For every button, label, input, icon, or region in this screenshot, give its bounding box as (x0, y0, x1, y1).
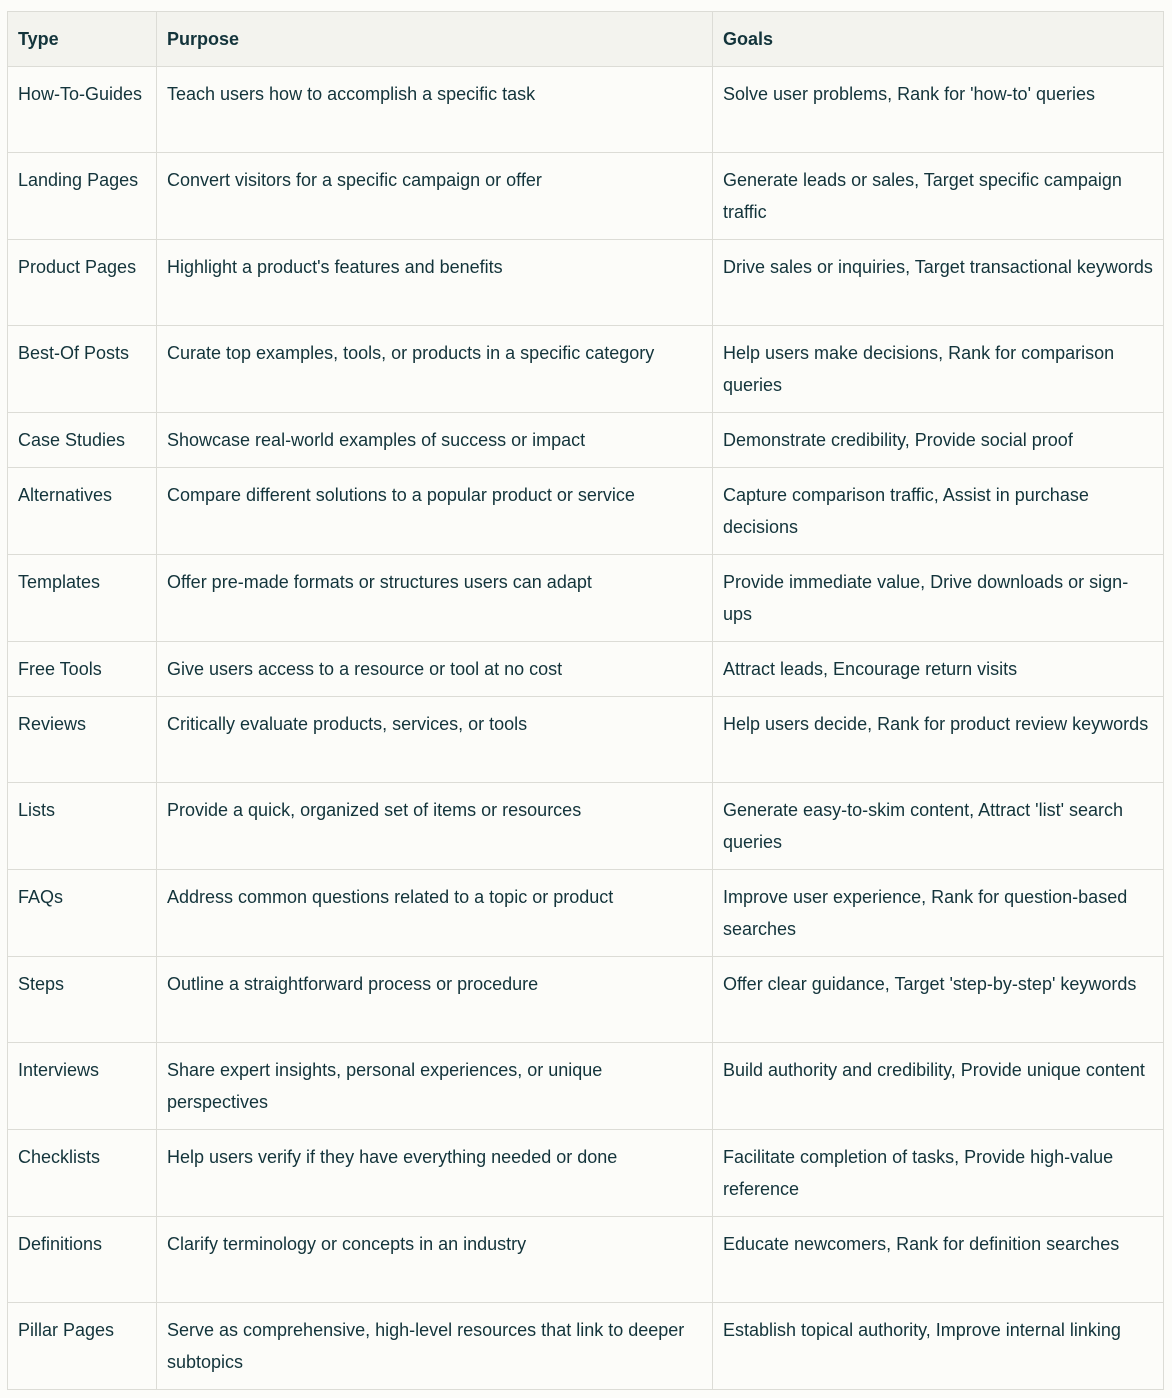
header-goals: Goals (713, 12, 1164, 67)
cell-goals: Provide immediate value, Drive downloads or sign-ups (713, 555, 1164, 642)
cell-type: Templates (8, 555, 157, 642)
table-row (8, 1217, 1164, 1303)
table-row (8, 870, 1164, 957)
header-purpose: Purpose (157, 12, 713, 67)
table-row (8, 1043, 1164, 1130)
cell-type: Definitions (8, 1217, 157, 1303)
cell-goals: Establish topical authority, Improve internal linking (713, 1303, 1164, 1390)
cell-purpose: Provide a quick, organized set of items or resources (157, 783, 713, 870)
cell-type: Checklists (8, 1130, 157, 1217)
cell-purpose: Teach users how to accomplish a specific task (157, 67, 713, 153)
cell-goals: Capture comparison traffic, Assist in purchase decisions (713, 468, 1164, 555)
table-row (8, 240, 1164, 326)
cell-goals: Attract leads, Encourage return visits (713, 642, 1164, 697)
cell-goals: Demonstrate credibility, Provide social proof (713, 413, 1164, 468)
cell-type: Product Pages (8, 240, 157, 326)
table-row (8, 1130, 1164, 1217)
cell-type: FAQs (8, 870, 157, 957)
table-header-row (8, 12, 1164, 67)
cell-goals: Build authority and credibility, Provide unique content (713, 1043, 1164, 1130)
cell-purpose: Share expert insights, personal experiences, or unique perspectives (157, 1043, 713, 1130)
table-row (8, 783, 1164, 870)
cell-purpose: Curate top examples, tools, or products in a specific category (157, 326, 713, 413)
cell-purpose: Compare different solutions to a popular product or service (157, 468, 713, 555)
header-type: Type (8, 12, 157, 67)
content-types-table (7, 11, 1164, 1390)
cell-goals: Help users decide, Rank for product review keywords (713, 697, 1164, 783)
cell-goals: Improve user experience, Rank for question-based searches (713, 870, 1164, 957)
cell-purpose: Give users access to a resource or tool at no cost (157, 642, 713, 697)
cell-type: Case Studies (8, 413, 157, 468)
cell-purpose: Outline a straightforward process or procedure (157, 957, 713, 1043)
cell-type: How-To-Guides (8, 67, 157, 153)
table-row (8, 153, 1164, 240)
cell-purpose: Address common questions related to a topic or product (157, 870, 713, 957)
table-row (8, 555, 1164, 642)
content-types-table-container (7, 11, 1163, 1390)
cell-goals: Educate newcomers, Rank for definition searches (713, 1217, 1164, 1303)
cell-goals: Solve user problems, Rank for 'how-to' queries (713, 67, 1164, 153)
table-row (8, 697, 1164, 783)
cell-type: Interviews (8, 1043, 157, 1130)
cell-type: Landing Pages (8, 153, 157, 240)
cell-goals: Help users make decisions, Rank for comparison queries (713, 326, 1164, 413)
table-row (8, 957, 1164, 1043)
cell-purpose: Offer pre-made formats or structures users can adapt (157, 555, 713, 642)
cell-type: Pillar Pages (8, 1303, 157, 1390)
cell-purpose: Clarify terminology or concepts in an industry (157, 1217, 713, 1303)
cell-purpose: Convert visitors for a specific campaign or offer (157, 153, 713, 240)
cell-type: Steps (8, 957, 157, 1043)
cell-type: Lists (8, 783, 157, 870)
cell-type: Free Tools (8, 642, 157, 697)
cell-purpose: Showcase real-world examples of success or impact (157, 413, 713, 468)
cell-type: Reviews (8, 697, 157, 783)
cell-goals: Generate easy-to-skim content, Attract 'list' search queries (713, 783, 1164, 870)
cell-goals: Facilitate completion of tasks, Provide high-value reference (713, 1130, 1164, 1217)
table-row (8, 1303, 1164, 1390)
cell-goals: Drive sales or inquiries, Target transactional keywords (713, 240, 1164, 326)
cell-purpose: Highlight a product's features and benefits (157, 240, 713, 326)
table-row (8, 326, 1164, 413)
cell-type: Best-Of Posts (8, 326, 157, 413)
cell-purpose: Critically evaluate products, services, or tools (157, 697, 713, 783)
cell-purpose: Help users verify if they have everything needed or done (157, 1130, 713, 1217)
cell-purpose: Serve as comprehensive, high-level resources that link to deeper subtopics (157, 1303, 713, 1390)
table-row (8, 67, 1164, 153)
cell-goals: Generate leads or sales, Target specific campaign traffic (713, 153, 1164, 240)
table-row (8, 468, 1164, 555)
cell-goals: Offer clear guidance, Target 'step-by-step' keywords (713, 957, 1164, 1043)
table-row (8, 642, 1164, 697)
table-row (8, 413, 1164, 468)
cell-type: Alternatives (8, 468, 157, 555)
